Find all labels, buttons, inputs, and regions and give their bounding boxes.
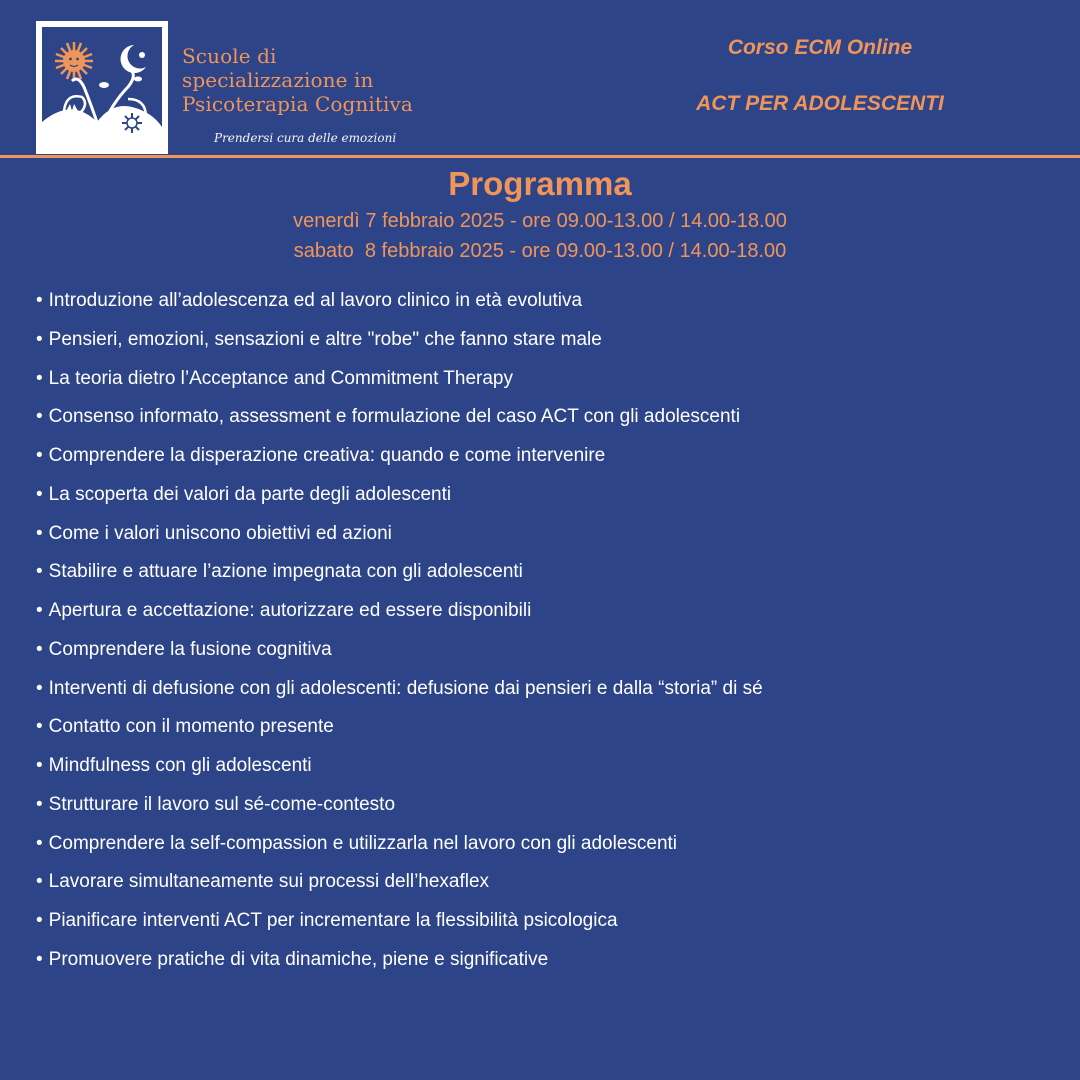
- program-item-text: Interventi di defusione con gli adolescenti: defusione dai pensieri e dalla “storia” di sé: [48, 677, 763, 699]
- program-item-text: Comprendere la self-compassion e utilizzarla nel lavoro con gli adolescenti: [48, 832, 678, 854]
- school-name-line-1: Scuole di: [182, 44, 277, 68]
- bullet-icon: •: [36, 948, 43, 970]
- program-item: [36, 480, 1056, 519]
- bullet-icon: •: [36, 793, 43, 815]
- program-item: [36, 945, 1056, 984]
- program-item: [36, 790, 1056, 829]
- tagline: Prendersi cura delle emozioni: [214, 131, 397, 145]
- program-item-text: Contatto con il momento presente: [48, 716, 334, 738]
- bullet-icon: •: [36, 910, 43, 931]
- bullet-icon: •: [36, 367, 43, 389]
- program-item: [36, 364, 1056, 403]
- program-list: [36, 286, 1056, 984]
- bullet-icon: •: [36, 522, 43, 544]
- program-item-text: Promuovere pratiche di vita dinamiche, piene e significative: [48, 948, 549, 970]
- bullet-icon: •: [36, 716, 43, 738]
- bullet-icon: •: [36, 755, 43, 776]
- bullet-icon: •: [36, 561, 43, 583]
- program-item-text: Pensieri, emozioni, sensazioni e altre "robe" che fanno stare male: [48, 328, 602, 350]
- program-item: [36, 557, 1056, 596]
- program-item: [36, 751, 1056, 790]
- program-item: [36, 519, 1056, 558]
- program-item-text: La scoperta dei valori da parte degli adolescenti: [48, 483, 452, 505]
- program-item-text: Strutturare il lavoro sul sé-come-contesto: [48, 793, 396, 815]
- program-item: [36, 325, 1056, 364]
- bullet-icon: •: [36, 290, 43, 311]
- school-name-line-2: specializzazione in: [182, 68, 374, 92]
- program-item-text: La teoria dietro l’Acceptance and Commitment Therapy: [48, 367, 513, 389]
- header-divider: [0, 155, 1080, 158]
- school-name-line-3: Psicoterapia Cognitiva: [182, 92, 413, 116]
- program-item-text: Pianificare interventi ACT per incrementare la flessibilità psicologica: [48, 910, 618, 931]
- program-item-text: Apertura e accettazione: autorizzare ed essere disponibili: [48, 600, 532, 621]
- bullet-icon: •: [36, 328, 43, 350]
- program-item: [36, 712, 1056, 751]
- program-item: [36, 286, 1056, 325]
- tree-sun-moon-icon: [42, 27, 162, 148]
- logo-emblem: [42, 27, 162, 148]
- program-item: [36, 596, 1056, 635]
- program-item: [36, 829, 1056, 868]
- bullet-icon: •: [36, 445, 43, 466]
- program-item: [36, 635, 1056, 674]
- school-name: [182, 44, 413, 116]
- bullet-icon: •: [36, 406, 43, 428]
- program-item: [36, 441, 1056, 480]
- bullet-icon: •: [36, 677, 43, 699]
- program-item: [36, 402, 1056, 441]
- bullet-icon: •: [36, 871, 43, 893]
- program-item-text: Mindfulness con gli adolescenti: [48, 755, 312, 776]
- program-date-1: venerdì 7 febbraio 2025 - ore 09.00-13.00 / 14.00-18.00: [293, 210, 787, 232]
- program-item: [36, 867, 1056, 906]
- program-item-text: Stabilire e attuare l’azione impegnata con gli adolescenti: [48, 561, 523, 583]
- program-heading: Programma: [448, 165, 632, 202]
- program-item-text: Consenso informato, assessment e formulazione del caso ACT con gli adolescenti: [48, 406, 741, 428]
- bullet-icon: •: [36, 832, 43, 854]
- program-date-2: sabato 8 febbraio 2025 - ore 09.00-13.00 / 14.00-18.00: [293, 240, 787, 262]
- program-item-text: Comprendere la disperazione creativa: quando e come intervenire: [48, 445, 606, 466]
- program-item-text: Lavorare simultaneamente sui processi dell’hexaflex: [48, 871, 490, 893]
- bullet-icon: •: [36, 483, 43, 505]
- program-item-text: Introduzione all’adolescenza ed al lavoro clinico in età evolutiva: [48, 290, 583, 311]
- program-item-text: Come i valori uniscono obiettivi ed azioni: [48, 522, 392, 544]
- program-item: [36, 906, 1056, 945]
- course-title: ACT PER ADOLESCENTI: [696, 92, 944, 115]
- program-item-text: Comprendere la fusione cognitiva: [48, 638, 332, 660]
- program-item: [36, 674, 1056, 713]
- bullet-icon: •: [36, 600, 43, 621]
- school-logo: [36, 21, 168, 154]
- course-label: Corso ECM Online: [727, 36, 913, 59]
- bullet-icon: •: [36, 638, 43, 660]
